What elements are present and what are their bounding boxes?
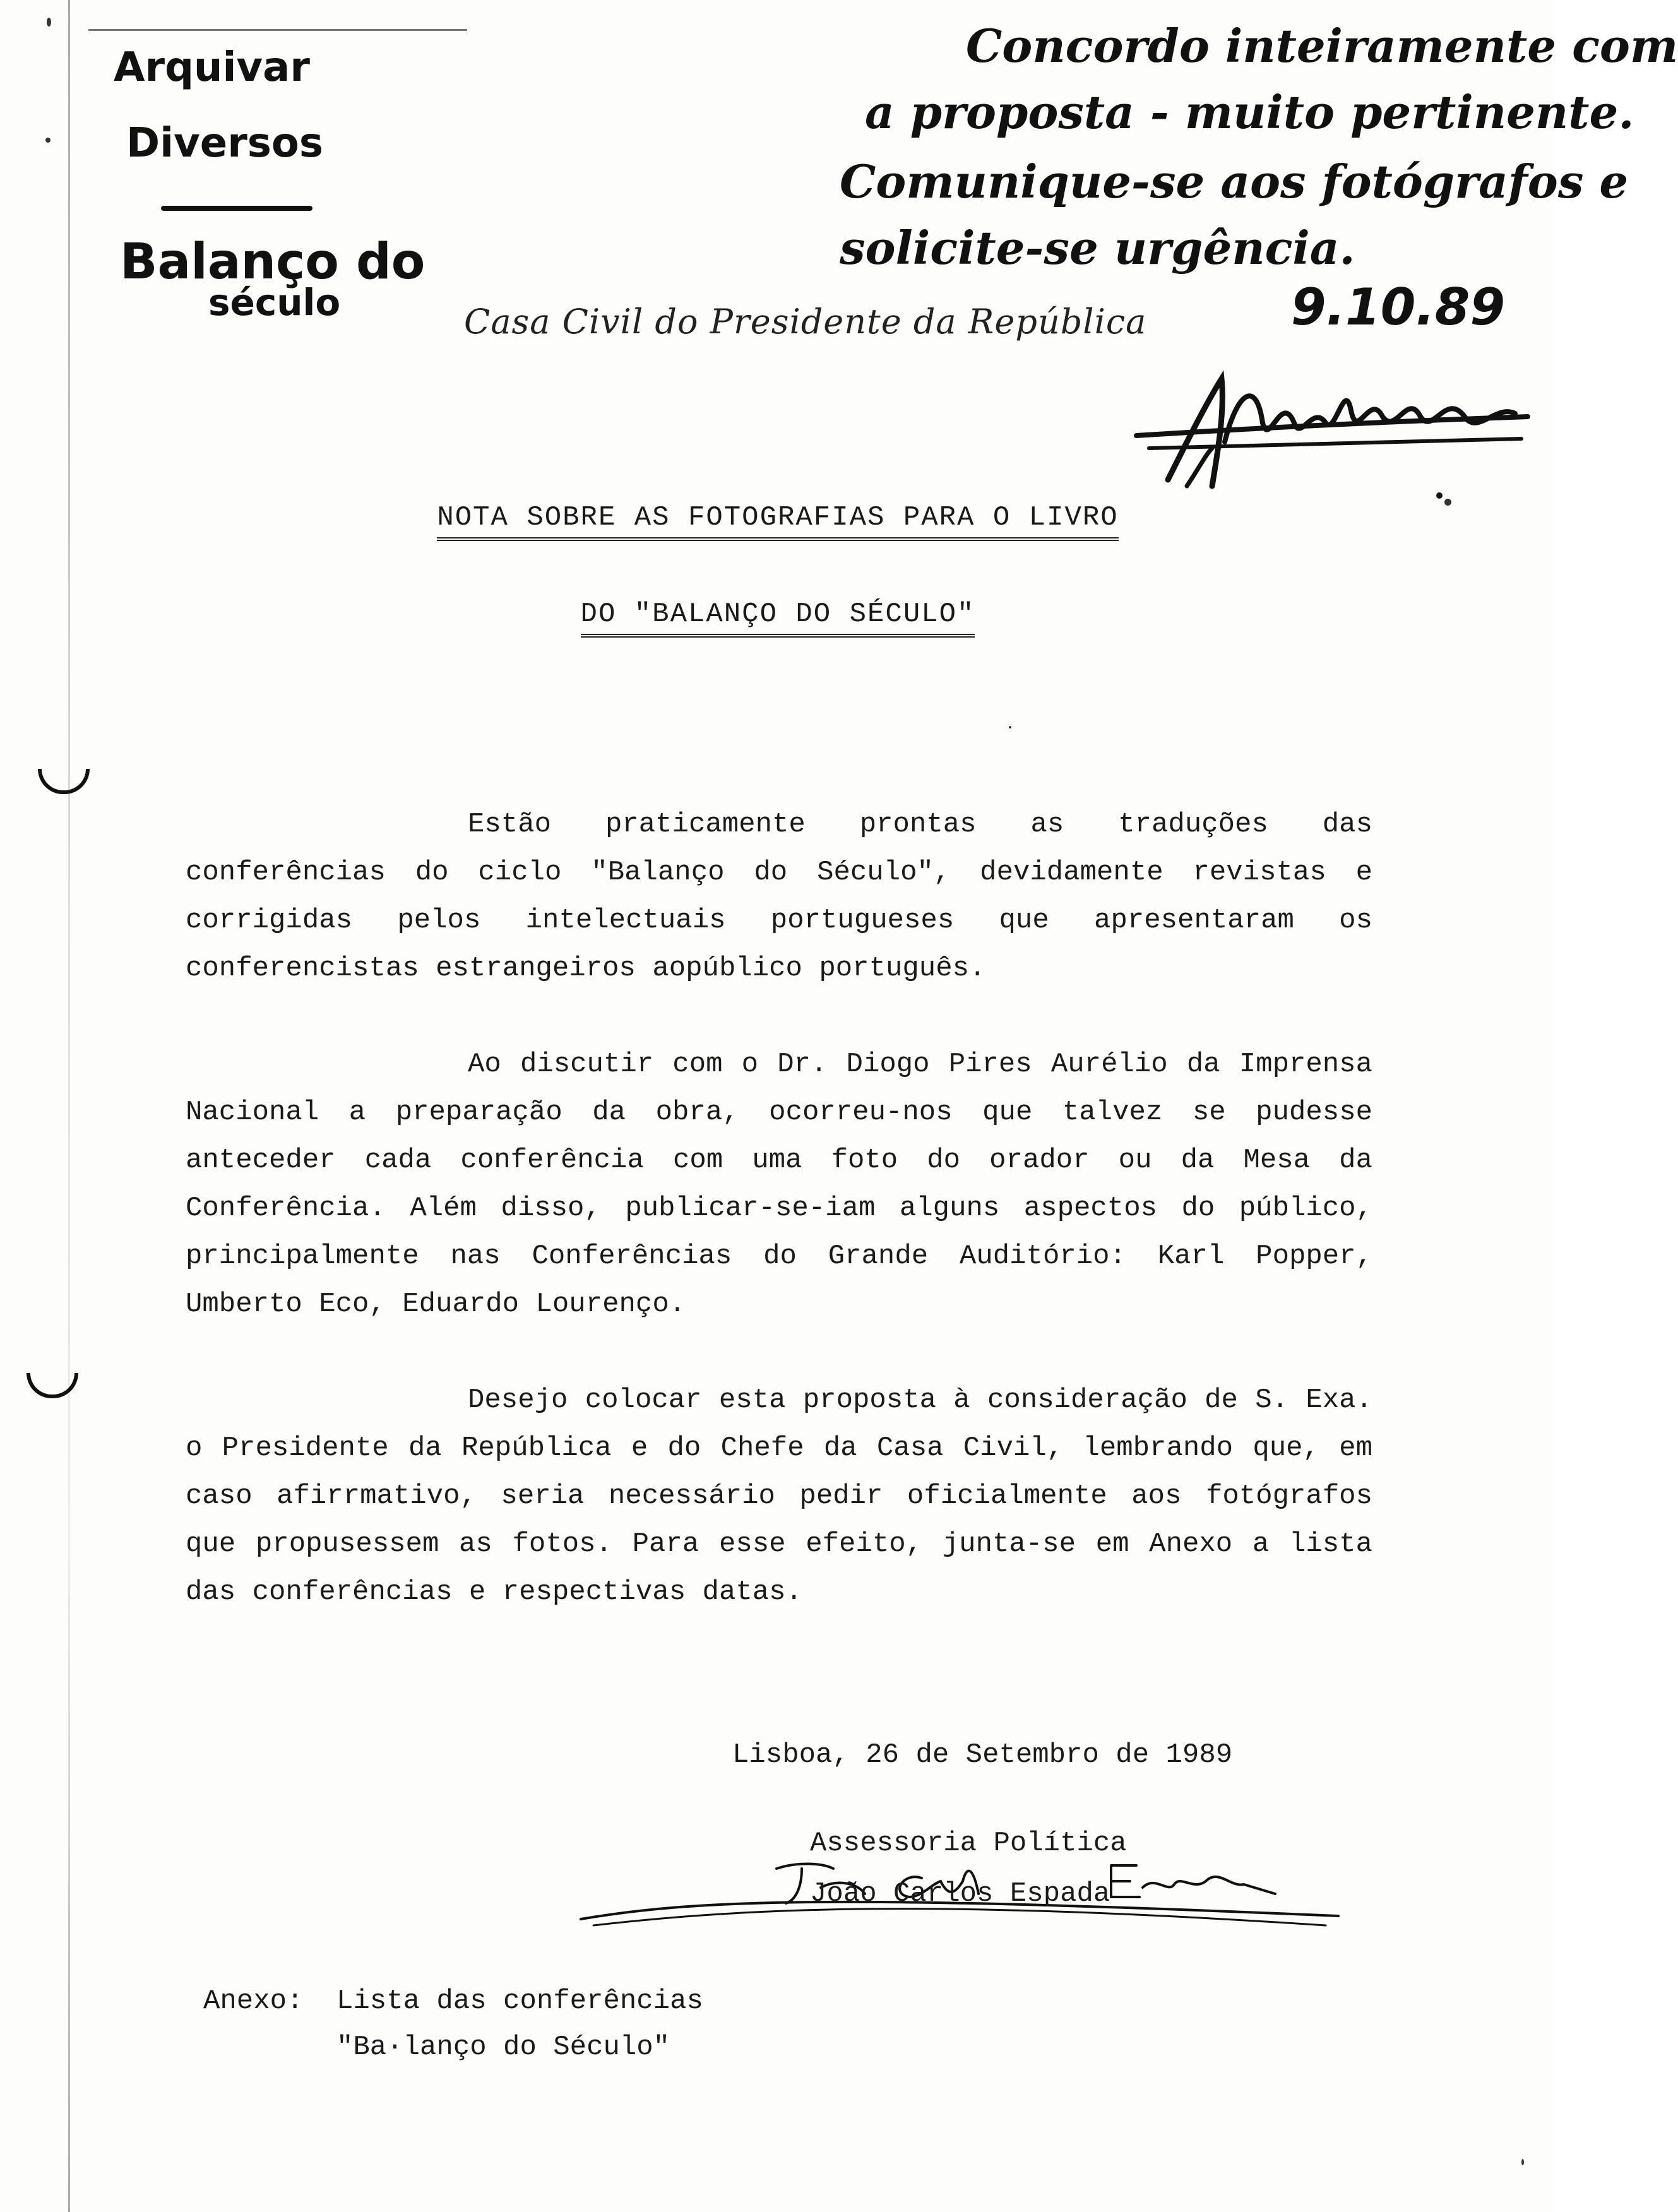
scan-speck	[1521, 2159, 1524, 2165]
annex-line-1: Lista das conferências	[336, 1985, 703, 2017]
letterhead: Casa Civil do Presidente da República	[464, 302, 1147, 342]
approval-note-line-1: Concordo inteiramente com	[966, 19, 1678, 73]
paragraph-1-text: Estão praticamente prontas as traduções das conferências do ciclo "Balanço do Século", devidamente revistas e corrigidas pelos intelectuais portugueses que apresentaram os conferencistas estrangeiros aopúblico português.	[186, 809, 1372, 984]
approval-note-line-4: solicite-se urgência.	[840, 221, 1355, 275]
body-paragraph-1	[186, 800, 1372, 992]
document-title-line-2	[0, 598, 1556, 638]
paragraph-3-text: Desejo colocar esta proposta à consideração de S. Exa. o Presidente da República e do Chefe da Casa Civil, lembrando que, em caso afirrmativo, seria necessário pedir oficialmente aos fotógrafos que propusessem as fotos. Para esse efeito, junta-se em Anexo a lista das conferências e respectivas datas.	[186, 1384, 1372, 1608]
scan-speck	[1444, 499, 1451, 506]
page-edge-line	[68, 0, 70, 2212]
annex-line-2: "Ba·lanço do Século"	[336, 2031, 670, 2063]
scan-speck	[1009, 726, 1011, 728]
binder-hole-mark	[27, 1373, 78, 1398]
approval-note-line-2: a proposta - muito pertinente.	[865, 85, 1634, 139]
title-line-1-text: NOTA SOBRE AS FOTOGRAFIAS PARA O LIVRO	[437, 502, 1118, 541]
margin-note-line-3: Balanço do	[120, 234, 425, 290]
annex-label: Anexo:	[203, 1985, 304, 2017]
margin-note-line-2: Diversos	[126, 120, 323, 167]
approval-signature	[1111, 354, 1540, 499]
margin-note-line-1: Arquivar	[114, 44, 310, 91]
document-title-line-1	[0, 502, 1556, 541]
signatory-department: Assessoria Política	[810, 1828, 1127, 1859]
binder-hole-mark	[38, 769, 90, 794]
approval-date: 9.10.89	[1291, 278, 1506, 336]
scan-speck	[47, 18, 51, 27]
scan-speck	[45, 138, 51, 143]
paragraph-2-text: Ao discutir com o Dr. Diogo Pires Aurélio da Imprensa Nacional a preparação da obra, ocorreu-nos que talvez se pudesse anteceder cada conferência com uma foto do orador ou da Mesa da Conferência. Além disso, publicar-se-iam alguns aspectos do público, principalmente nas Conferências do Grande Auditório: Karl Popper, Umberto Eco, Eduardo Lourenço.	[186, 1049, 1372, 1320]
margin-note-underline	[161, 206, 312, 211]
top-rule-line	[88, 29, 467, 31]
place-and-date: Lisboa, 26 de Setembro de 1989	[732, 1739, 1233, 1771]
body-paragraph-3	[186, 1376, 1372, 1616]
document-body	[186, 800, 1372, 1664]
body-paragraph-2	[186, 1040, 1372, 1328]
margin-note-line-4: século	[208, 281, 341, 324]
signatory-name: João Carlos Espada	[810, 1878, 1110, 1910]
approval-note-line-3: Comunique-se aos fotógrafos e	[840, 155, 1629, 208]
title-line-2-text: DO "BALANÇO DO SÉCULO"	[581, 598, 975, 638]
